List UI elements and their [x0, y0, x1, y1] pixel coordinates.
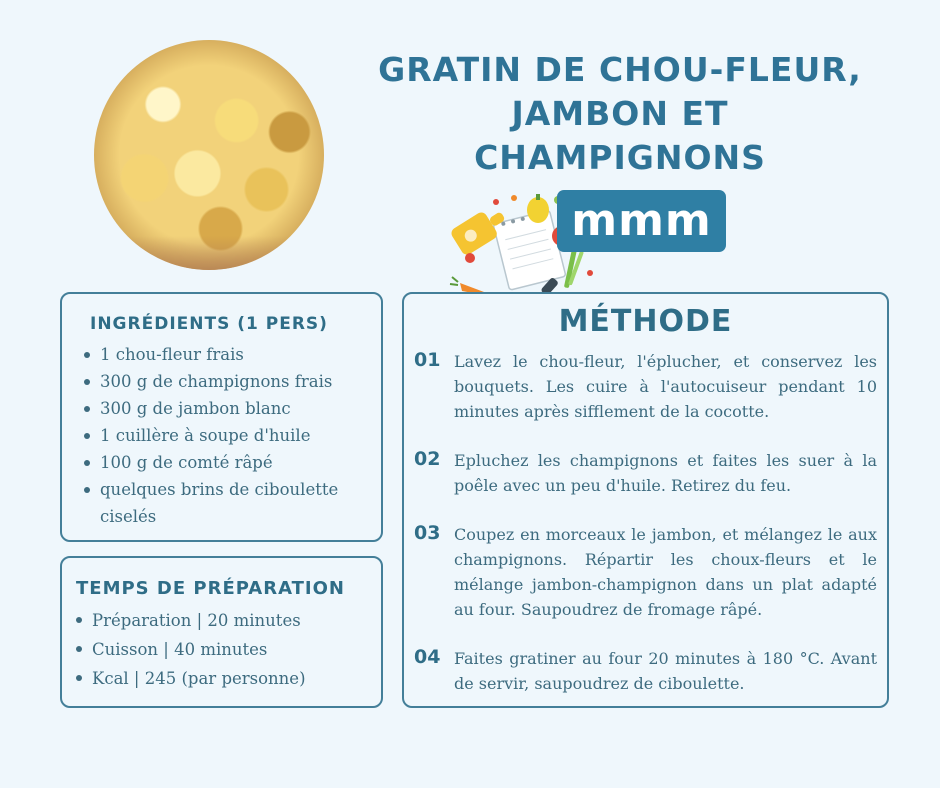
step-text: Faites gratiner au four 20 minutes à 180 °C. Avant de servir, saupoudrez de ciboulette.	[454, 649, 877, 693]
list-item: Cuisson | 40 minutes	[76, 635, 371, 664]
ingredients-heading: INGRÉDIENTS (1 PERS)	[90, 314, 328, 334]
list-item: 100 g de comté râpé	[84, 449, 374, 476]
list-item: Kcal | 245 (par personne)	[76, 664, 371, 693]
list-item: 1 chou-fleur frais	[84, 341, 374, 368]
list-item: quelques brins de ciboulette ciselés	[84, 476, 374, 530]
brand-badge: mmm	[557, 190, 726, 252]
gratin-photo	[94, 40, 324, 270]
method-heading: MÉTHODE	[558, 304, 733, 339]
list-item: 1 cuillère à soupe d'huile	[84, 422, 374, 449]
recipe-title: GRATIN DE CHOU-FLEUR, JAMBON ET CHAMPIGNONS	[378, 50, 862, 177]
step-number: 01	[414, 349, 441, 371]
step-text: Coupez en morceaux le jambon, et mélangez le aux champignons. Répartir les choux-fleurs et le mélange jambon-champignon dans un plat adapté au four. Saupoudrez de fromage râpé.	[454, 525, 877, 619]
step-text: Lavez le chou-fleur, l'éplucher, et conservez les bouquets. Les cuire à l'autocuiseur pendant 10 minutes après sifflement de la cocotte.	[454, 352, 877, 421]
list-item: Préparation | 20 minutes	[76, 606, 371, 635]
time-list	[76, 606, 371, 693]
time-heading: TEMPS DE PRÉPARATION	[76, 578, 345, 599]
step-number: 04	[414, 646, 441, 668]
preparation-time-panel	[60, 556, 383, 708]
step-text: Epluchez les champignons et faites les suer à la poêle avec un peu d'huile. Retirez du feu.	[454, 451, 877, 495]
list-item: 300 g de champignons frais	[84, 368, 374, 395]
step-number: 03	[414, 522, 441, 544]
ingredients-list	[84, 341, 374, 530]
method-panel	[402, 292, 889, 708]
list-item: 300 g de jambon blanc	[84, 395, 374, 422]
step-number: 02	[414, 448, 441, 470]
ingredients-panel	[60, 292, 383, 542]
